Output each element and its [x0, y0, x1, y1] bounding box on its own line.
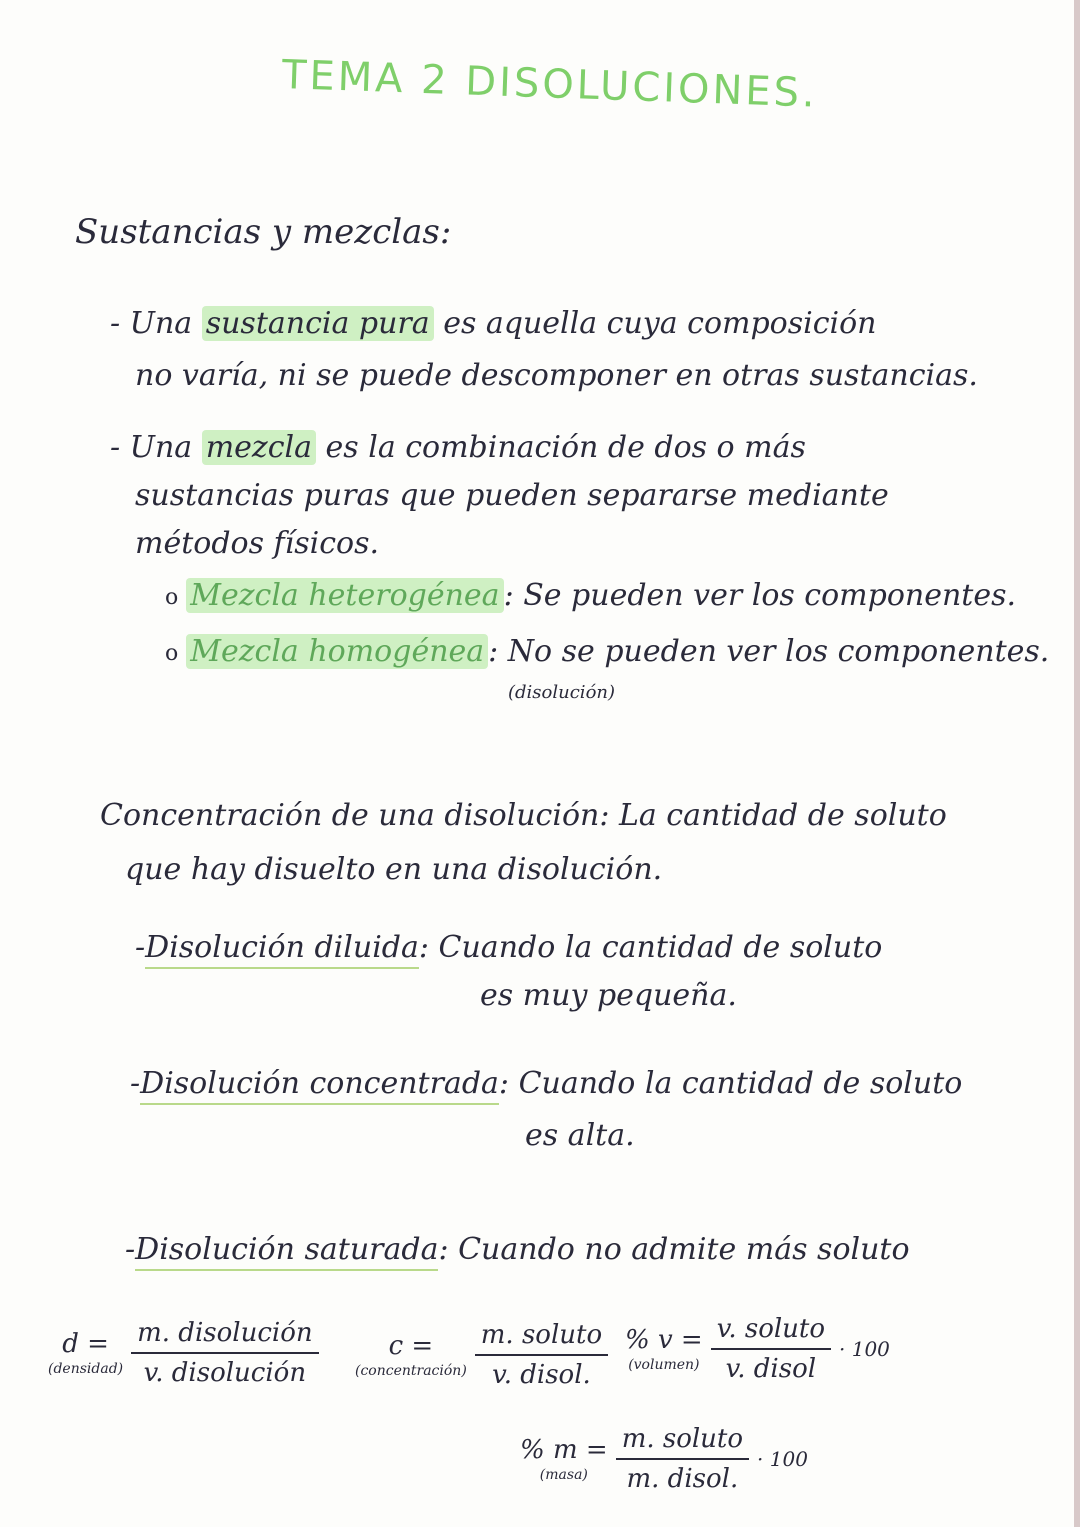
numerator: m. soluto — [475, 1320, 608, 1356]
numerator: v. soluto — [711, 1314, 831, 1350]
definition-line: sustancias puras que pueden separarse mediante — [135, 478, 889, 513]
text-fragment: es aquella cuya composición — [433, 306, 877, 341]
formula-symbol: % v = — [625, 1325, 703, 1355]
circle-bullet-icon: o — [165, 584, 179, 610]
fraction — [711, 1314, 831, 1384]
fraction — [475, 1320, 608, 1390]
formula-percent-mass — [520, 1424, 808, 1494]
highlight-mezcla: mezcla — [202, 430, 316, 465]
label-concentrada: Disolución concentrada — [140, 1066, 499, 1105]
formula-lhs — [355, 1331, 467, 1379]
formula-symbol: d = — [62, 1329, 109, 1359]
list-item-heterogenea — [165, 578, 1016, 613]
formula-note: (masa) — [539, 1467, 588, 1483]
definition-sustancia-pura — [110, 306, 877, 341]
dash: - — [130, 1066, 141, 1101]
fraction — [131, 1318, 318, 1388]
formula-percent-volume — [625, 1314, 890, 1384]
text-fragment: : Cuando la cantidad de soluto — [418, 930, 883, 965]
formula-lhs — [625, 1325, 703, 1373]
formula-factor: · 100 — [839, 1337, 890, 1361]
dash: - — [125, 1232, 136, 1267]
definition-line: no varía, ni se puede descomponer en otras sustancias. — [135, 358, 978, 393]
highlight-sustancia-pura: sustancia pura — [202, 306, 434, 341]
section-heading-sustancias: Sustancias y mezclas: — [75, 212, 452, 252]
text-fragment: : Cuando la cantidad de soluto — [498, 1066, 963, 1101]
list-item-diluida-line2: es muy pequeña. — [480, 978, 737, 1013]
formula-density — [48, 1318, 327, 1388]
highlight-heterogenea: Mezcla heterogénea — [186, 578, 503, 613]
formula-note: (densidad) — [48, 1361, 124, 1377]
formula-note: (concentración) — [355, 1363, 467, 1379]
dash: - — [135, 930, 146, 965]
text-fragment: - Una — [110, 306, 202, 341]
formula-symbol: % m = — [520, 1435, 608, 1465]
denominator: v. disolución — [143, 1358, 307, 1388]
list-item-homogenea — [165, 634, 1049, 669]
definition-mezcla — [110, 430, 806, 465]
text-fragment: : Cuando no admite más soluto — [438, 1232, 910, 1267]
formula-lhs — [520, 1435, 608, 1483]
label-diluida: Disolución diluida — [145, 930, 419, 969]
page-edge — [1074, 0, 1080, 1527]
numerator: m. soluto — [616, 1424, 749, 1460]
numerator: m. disolución — [131, 1318, 318, 1354]
fraction — [616, 1424, 749, 1494]
formula-factor: · 100 — [757, 1447, 808, 1471]
definition-line: métodos físicos. — [135, 526, 379, 561]
formula-note: (volumen) — [628, 1357, 700, 1373]
list-item-diluida — [135, 930, 882, 965]
denominator: v. disol. — [492, 1360, 591, 1390]
denominator: v. disol — [725, 1354, 817, 1384]
formula-symbol: c = — [388, 1331, 434, 1361]
text-fragment: - Una — [110, 430, 202, 465]
page-title: TEMA 2 DISOLUCIONES. — [281, 52, 819, 117]
text-fragment: : No se pueden ver los componentes. — [488, 634, 1050, 669]
label-saturada: Disolución saturada — [135, 1232, 438, 1271]
text-fragment: : Se pueden ver los componentes. — [503, 578, 1017, 613]
denominator: m. disol. — [626, 1464, 739, 1494]
list-item-concentrada-line2: es alta. — [525, 1118, 635, 1153]
list-item-concentrada — [130, 1066, 962, 1101]
text-fragment: es la combinación de dos o más — [316, 430, 806, 465]
formula-lhs — [48, 1329, 123, 1377]
circle-bullet-icon: o — [165, 640, 179, 666]
formula-concentration — [355, 1320, 616, 1390]
highlight-homogenea: Mezcla homogénea — [186, 634, 488, 669]
note-disolucion: (disolución) — [508, 682, 616, 703]
concentration-definition: Concentración de una disolución: La cantidad de soluto — [100, 798, 947, 833]
concentration-definition-line2: que hay disuelto en una disolución. — [125, 852, 663, 887]
list-item-saturada — [125, 1232, 910, 1267]
